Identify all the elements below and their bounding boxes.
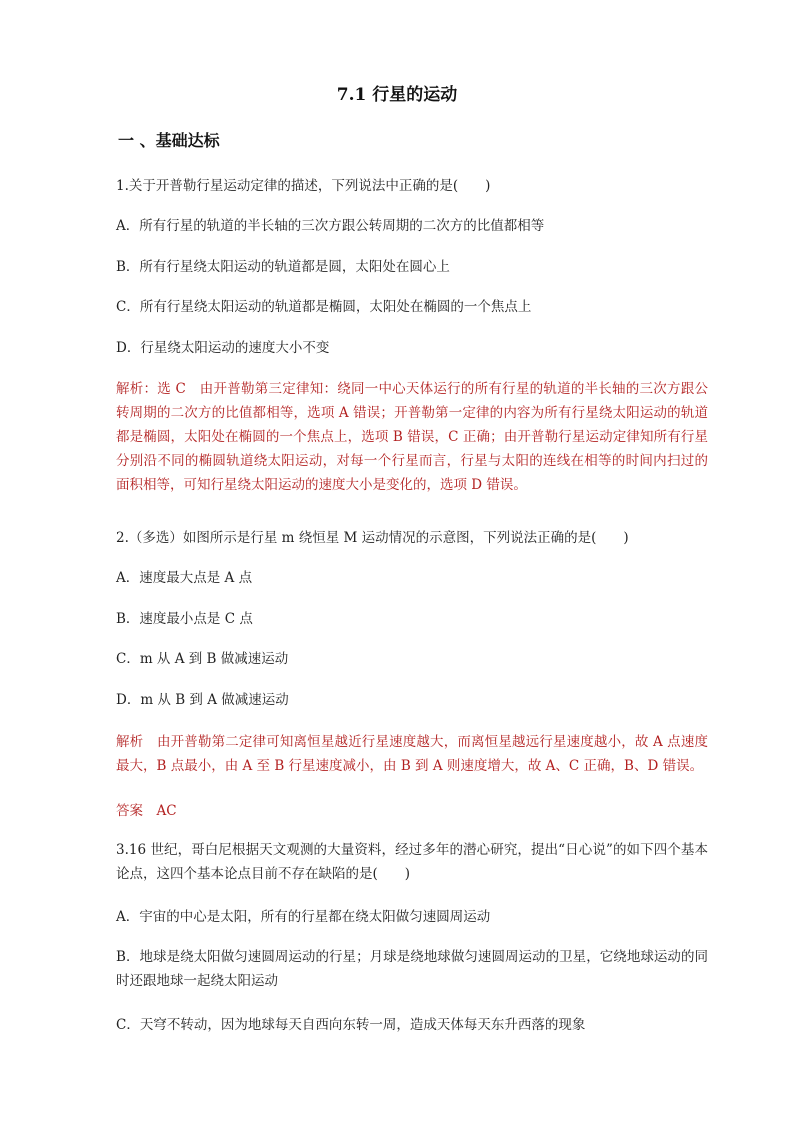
question-3-stem: 3.16 世纪，哥白尼根据天文观测的大量资料，经过多年的潜心研究，提出“日心说”的如下四个基本论点，这四个基本论点目前不存在缺陷的是( ) (116, 842, 708, 882)
question-1-option-b: B．所有行星绕太阳运动的轨道都是圆，太阳处在圆心上 (116, 259, 450, 275)
question-1-analysis: 解析：选 C 由开普勒第三定律知：绕同一中心天体运行的所有行星的轨道的半长轴的三次方跟公转周期的二次方的比值都相等，选项 A 错误；开普勒第一定律的内容为所有行星绕太阳运动的轨道都是椭圆，太阳处在椭圆的一个焦点上，选项 B 错误，C 正确；由开普勒行星运动定律知所有行星分别沿不同的椭圆轨道绕太阳运动，对每一个行星而言，行星与太阳的连线在相等的时间内扫过的面积相等，可知行星绕太阳运动的速度大小是变化的，选项 D 错误。 (116, 381, 708, 493)
question-2-option-a: A．速度最大点是 A 点 (116, 570, 253, 586)
page-title: 7.1 行星的运动 (336, 85, 458, 105)
question-2-option-b: B．速度最小点是 C 点 (116, 611, 253, 627)
section-heading: 一 、基础达标 (118, 131, 220, 150)
question-1-option-d: D．行星绕太阳运动的速度大小不变 (116, 340, 330, 356)
question-3-option-a: A．宇宙的中心是太阳，所有的行星都在绕太阳做匀速圆周运动 (116, 909, 491, 925)
question-1-stem: 1.关于开普勒行星运动定律的描述，下列说法中正确的是( ) (116, 178, 491, 194)
question-2-analysis: 解析 由开普勒第二定律可知离恒星越近行星速度越大，而离恒星越远行星速度越小，故 A 点速度最大，B 点最小，由 A 至 B 行星速度减小，由 B 到 A 则速度增大，故 A、C 正确，B、D 错误。 (116, 734, 708, 774)
question-2-stem: 2.（多选）如图所示是行星 m 绕恒星 M 运动情况的示意图，下列说法正确的是( ) (116, 530, 629, 546)
question-1-option-c: C．所有行星绕太阳运动的轨道都是椭圆，太阳处在椭圆的一个焦点上 (116, 299, 532, 315)
question-2-answer: 答案 AC (116, 803, 177, 819)
question-2-option-c: C．m 从 A 到 B 做减速运动 (116, 651, 289, 667)
question-3-option-b: B．地球是绕太阳做匀速圆周运动的行星；月球是绕地球做匀速圆周运动的卫星，它绕地球运动的同时还跟地球一起绕太阳运动 (116, 949, 708, 989)
question-2-option-d: D．m 从 B 到 A 做减速运动 (116, 692, 289, 708)
question-3-option-c: C．天穹不转动，因为地球每天自西向东转一周，造成天体每天东升西落的现象 (116, 1017, 586, 1033)
question-1-option-a: A．所有行星的轨道的半长轴的三次方跟公转周期的二次方的比值都相等 (116, 218, 545, 234)
